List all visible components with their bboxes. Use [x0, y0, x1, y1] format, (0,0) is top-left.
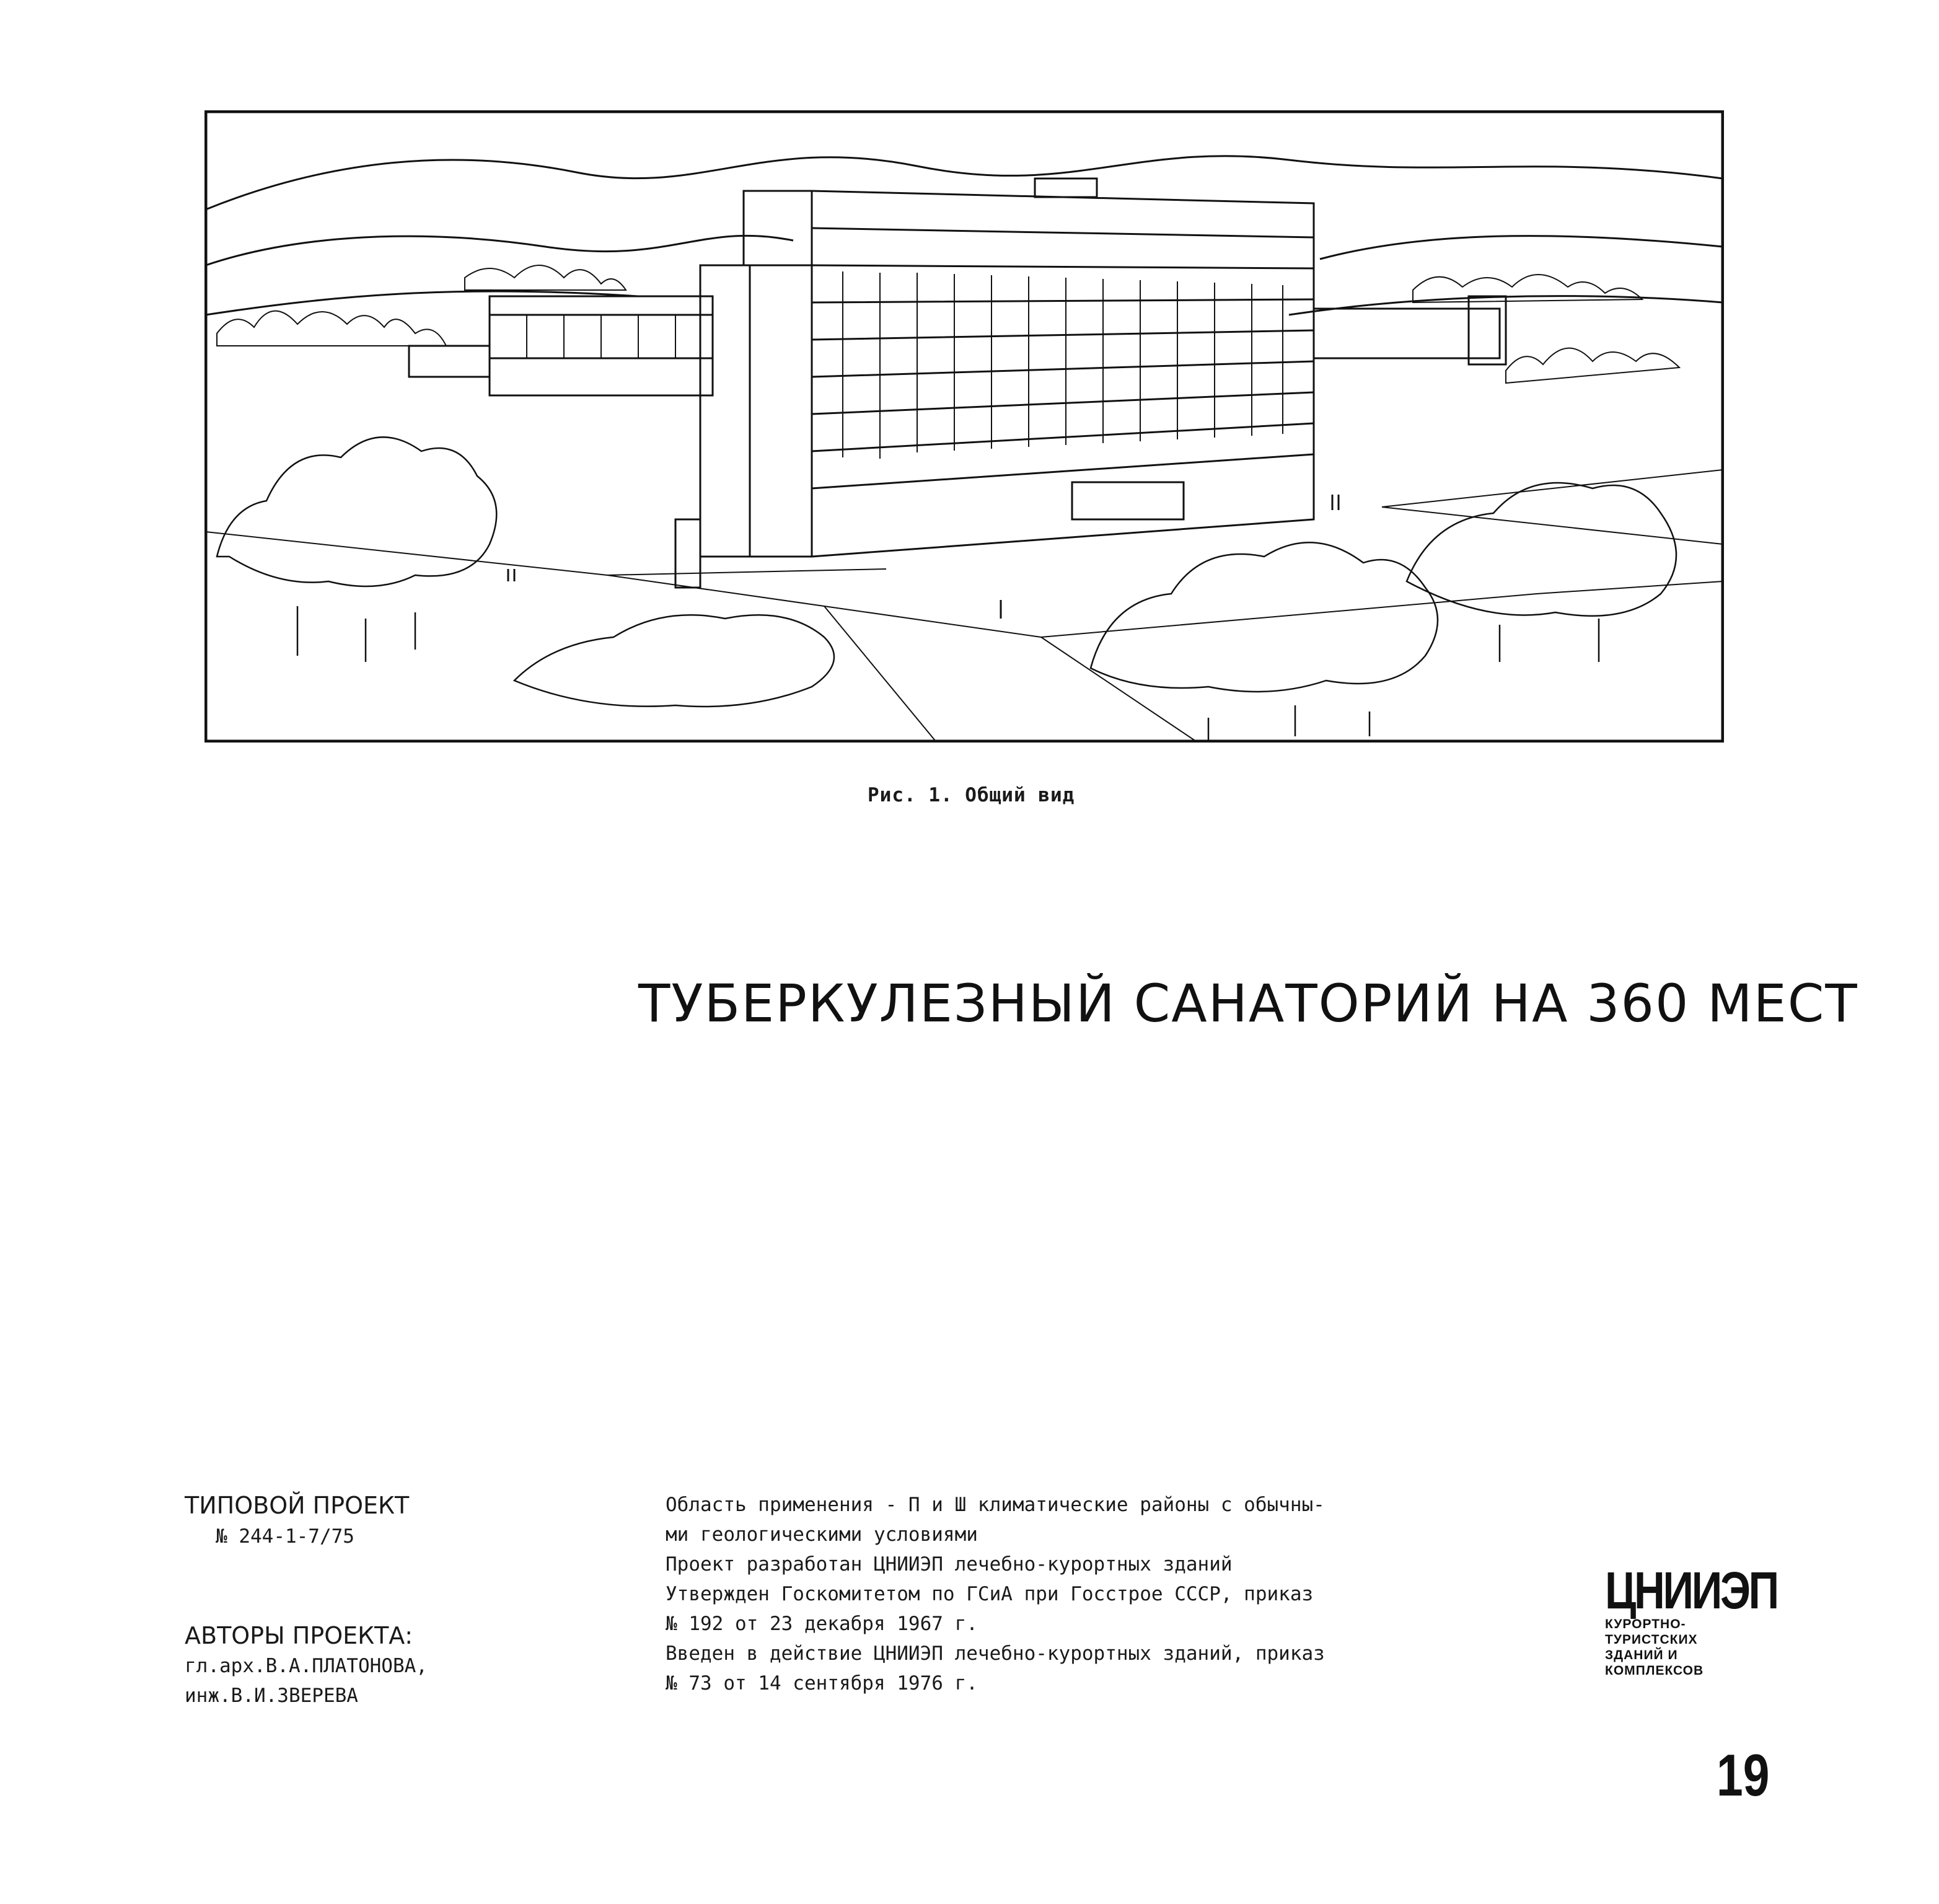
note-line: Область применения - П и Ш климатические районы с обычны- — [666, 1494, 1325, 1516]
foreground-trees — [217, 437, 1676, 743]
logo-line: ЗДАНИЙ И — [1605, 1648, 1678, 1662]
project-notes — [666, 1490, 1545, 1698]
authors-label: АВТОРЫ ПРОЕКТА: — [185, 1622, 413, 1649]
logo-line: ТУРИСТСКИХ — [1605, 1633, 1698, 1647]
background-trees — [217, 265, 1679, 383]
drawing-frame — [206, 112, 1723, 741]
note-line: Утвержден Госкомитетом по ГСиА при Госстрое СССР, приказ — [666, 1583, 1314, 1605]
logo-name: ЦНИИЭП — [1605, 1561, 1777, 1620]
logo-line: КУРОРТНО- — [1605, 1617, 1686, 1631]
page-number: 19 — [1717, 1742, 1770, 1809]
right-wing-building — [1314, 296, 1506, 364]
cniiep-logo — [1605, 1561, 1777, 1678]
note-line: Введен в действие ЦНИИЭП лечебно-курортных зданий, приказ — [666, 1642, 1325, 1665]
left-wing-building — [409, 296, 713, 395]
main-building — [675, 178, 1314, 588]
figure-caption: Рис. 1. Общий вид — [868, 784, 1075, 806]
note-line: ми геологическими условиями — [666, 1523, 978, 1546]
project-info — [185, 1490, 428, 1711]
mid-hills — [206, 236, 793, 265]
people-figures — [508, 495, 1339, 619]
note-line: Проект разработан ЦНИИЭП лечебно-курортных зданий — [666, 1553, 1233, 1576]
page-title: ТУБЕРКУЛЕЗНЫЙ САНАТОРИЙ НА 360 МЕСТ — [638, 973, 1858, 1034]
project-type-label: ТИПОВОЙ ПРОЕКТ — [185, 1492, 410, 1519]
note-line: № 73 от 14 сентября 1976 г. — [666, 1672, 978, 1695]
project-number: № 244-1-7/75 — [216, 1525, 354, 1548]
logo-line: КОМПЛЕКСОВ — [1605, 1664, 1704, 1678]
sanatorium-perspective-drawing — [204, 110, 1724, 743]
far-hills — [206, 156, 1723, 209]
author-1: гл.арх.В.А.ПЛАТОНОВА, — [185, 1655, 428, 1677]
author-2: инж.В.И.ЗВЕРЕВА — [185, 1685, 358, 1707]
note-line: № 192 от 23 декабря 1967 г. — [666, 1613, 978, 1635]
